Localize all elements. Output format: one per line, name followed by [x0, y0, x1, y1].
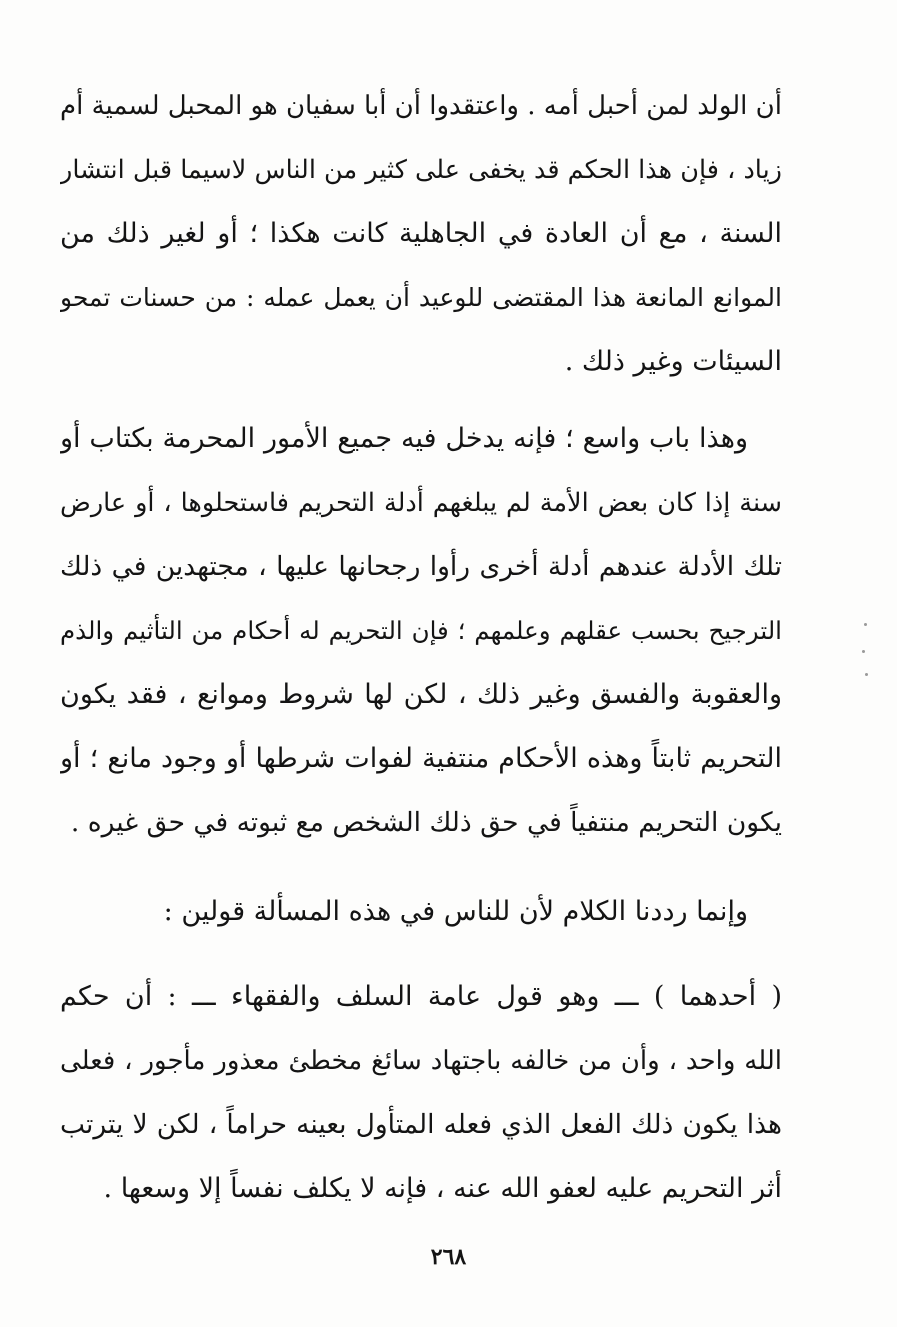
text-line: الترجيح بحسب عقلهم وعلمهم ؛ فإن التحريم له أحكام من التأثيم والذم	[60, 616, 782, 645]
page-number: ٢٦٨	[430, 1244, 467, 1270]
paragraph-1	[60, 74, 782, 394]
text-line: يكون التحريم منتفياً في حق ذلك الشخص مع ثبوته في حق غيره .	[70, 807, 782, 838]
paragraph-3	[60, 880, 782, 944]
text-line: تلك الأدلة عندهم أدلة أخرى رأوا رجحانها عليها ، مجتهدين في ذلك	[60, 551, 782, 582]
text-line: وإنما رددنا الكلام لأن للناس في هذه المسألة قولين :	[163, 896, 748, 927]
text-line: السنة ، مع أن العادة في الجاهلية كانت هكذا ؛ أو لغير ذلك من	[60, 218, 782, 249]
text-line: زياد ، فإن هذا الحكم قد يخفى على كثير من الناس لاسيما قبل انتشار	[60, 155, 782, 185]
text-line: وهذا باب واسع ؛ فإنه يدخل فيه جميع الأمور المحرمة بكتاب أو	[60, 423, 748, 454]
paragraph-4	[60, 965, 782, 1221]
scan-speck	[864, 623, 867, 626]
text-line: السيئات وغير ذلك .	[564, 346, 782, 377]
paragraph-2	[60, 407, 782, 855]
scan-speck	[862, 650, 865, 653]
text-line: أن الولد لمن أحبل أمه . واعتقدوا أن أبا سفيان هو المحبل لسمية أم	[60, 91, 782, 121]
text-line: هذا يكون ذلك الفعل الذي فعله المتأول بعينه حراماً ، لكن لا يترتب	[60, 1109, 782, 1140]
text-line: التحريم ثابتاً وهذه الأحكام منتفية لفوات شرطها أو وجود مانع ؛ أو	[60, 743, 782, 774]
text-line: والعقوبة والفسق وغير ذلك ، لكن لها شروط وموانع ، فقد يكون	[60, 679, 782, 710]
text-line: الموانع المانعة هذا المقتضى للوعيد أن يعمل عمله : من حسنات تمحو	[60, 283, 782, 312]
text-line: سنة إذا كان بعض الأمة لم يبلغهم أدلة التحريم فاستحلوها ، أو عارض	[60, 488, 782, 518]
scan-speck	[865, 673, 868, 676]
text-line: ( أحدهما ) ـــ وهو قول عامة السلف والفقهاء ـــ : أن حكم	[60, 981, 782, 1012]
text-line: أثر التحريم عليه لعفو الله عنه ، فإنه لا يكلف نفساً إلا وسعها .	[103, 1173, 782, 1204]
text-line: الله واحد ، وأن من خالفه باجتهاد سائغ مخطئ معذور مأجور ، فعلى	[60, 1046, 782, 1076]
